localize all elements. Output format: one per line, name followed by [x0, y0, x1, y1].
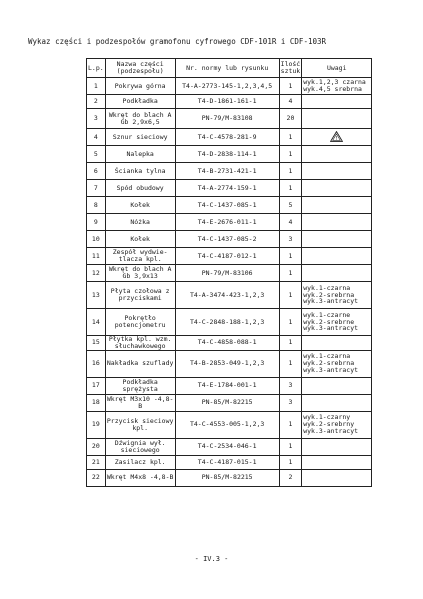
- cell-norm-text: T4-C-1437-085-2: [197, 234, 257, 243]
- table-row: [87, 163, 372, 180]
- cell-name-text: Spód obudowy: [116, 183, 164, 192]
- cell-qty: [279, 469, 302, 486]
- cell-name-text: Ścianka tylna: [114, 166, 166, 175]
- cell-notes: [302, 248, 372, 265]
- cell-lp-text: 21: [91, 457, 100, 466]
- cell-norm: [175, 309, 279, 336]
- cell-qty-text: 3: [288, 398, 293, 407]
- parts-table: [86, 58, 372, 487]
- cell-name: [105, 336, 175, 351]
- cell-norm: [175, 377, 279, 394]
- cell-lp-text: 19: [91, 420, 100, 429]
- table-row: [87, 438, 372, 455]
- cell-notes: [302, 129, 372, 146]
- cell-name-text: Przycisk sieciowy kpl.: [106, 416, 174, 432]
- header-qty: Ilość sztuk: [279, 59, 302, 78]
- cell-lp-text: 20: [91, 442, 100, 451]
- cell-lp: [87, 469, 106, 486]
- cell-qty-text: 1: [288, 166, 293, 175]
- svg-text:!: !: [335, 135, 338, 142]
- cell-lp: [87, 309, 106, 336]
- cell-norm-text: T4-E-1784-001-1: [197, 381, 257, 390]
- cell-lp-text: 15: [91, 338, 100, 347]
- table-row: [87, 231, 372, 248]
- table-header-row: [87, 59, 372, 78]
- cell-qty-text: 1: [288, 457, 293, 466]
- cell-norm-text: PN-79/M-83108: [201, 114, 253, 123]
- cell-norm: [175, 95, 279, 109]
- cell-notes: [302, 309, 372, 336]
- cell-notes: [302, 438, 372, 455]
- page-number: - IV.3 -: [194, 555, 229, 563]
- cell-name: [105, 78, 175, 95]
- cell-lp-text: 10: [91, 234, 100, 243]
- cell-notes: [302, 377, 372, 394]
- cell-lp: [87, 455, 106, 469]
- cell-norm: [175, 438, 279, 455]
- header-norm: Nr. normy lub rysunku: [175, 59, 279, 78]
- cell-name-text: Sznur sieciowy: [112, 132, 168, 141]
- cell-name-text: Płyta czołowa z przyciskami: [110, 287, 170, 302]
- cell-qty-text: 4: [288, 97, 293, 106]
- cell-qty: [279, 265, 302, 282]
- cell-norm: [175, 146, 279, 163]
- cell-qty: [279, 197, 302, 214]
- cell-qty-text: 1: [288, 290, 293, 299]
- cell-norm: [175, 248, 279, 265]
- cell-lp-text: 14: [91, 317, 100, 326]
- cell-lp: [87, 129, 106, 146]
- cell-norm: [175, 455, 279, 469]
- cell-lp-text: 16: [91, 359, 100, 368]
- cell-notes: [302, 95, 372, 109]
- cell-name: [105, 377, 175, 394]
- table-row: [87, 146, 372, 163]
- cell-qty: [279, 109, 302, 129]
- cell-notes: [302, 469, 372, 486]
- cell-lp-text: 8: [93, 200, 98, 209]
- cell-qty-text: 1: [288, 317, 293, 326]
- cell-name: [105, 455, 175, 469]
- warning-icon: [330, 131, 343, 144]
- cell-qty: [279, 394, 302, 411]
- cell-name: [105, 197, 175, 214]
- cell-lp: [87, 231, 106, 248]
- cell-name: [105, 248, 175, 265]
- cell-norm: [175, 163, 279, 180]
- cell-lp-text: 12: [91, 268, 100, 277]
- cell-qty-text: 1: [288, 132, 293, 141]
- table-row: [87, 282, 372, 309]
- cell-notes: [302, 180, 372, 197]
- cell-notes: [302, 455, 372, 469]
- cell-lp: [87, 180, 106, 197]
- cell-norm: [175, 350, 279, 377]
- cell-qty: [279, 438, 302, 455]
- cell-lp-text: 22: [91, 473, 100, 482]
- cell-name-text: Wkręt M4x8 -4,8-B: [106, 473, 174, 482]
- header-lp: L.p.: [87, 59, 106, 78]
- cell-qty-text: 1: [288, 251, 293, 260]
- cell-qty: [279, 282, 302, 309]
- table-row: [87, 214, 372, 231]
- cell-lp: [87, 248, 106, 265]
- cell-lp-text: 7: [93, 183, 98, 192]
- cell-norm-text: T4-C-4187-012-1: [197, 251, 257, 260]
- cell-name: [105, 469, 175, 486]
- cell-qty: [279, 336, 302, 351]
- cell-notes: [302, 265, 372, 282]
- cell-norm-text: T4-C-4578-281-9: [197, 132, 257, 141]
- cell-qty-text: 1: [288, 81, 293, 90]
- cell-notes: [302, 214, 372, 231]
- header-name: Nazwa części (podzespołu): [105, 59, 175, 78]
- cell-norm-text: T4-A-2774-159-1: [197, 183, 257, 192]
- cell-qty: [279, 377, 302, 394]
- cell-lp: [87, 197, 106, 214]
- table-row: [87, 197, 372, 214]
- cell-qty-text: 3: [288, 381, 293, 390]
- cell-norm: [175, 411, 279, 438]
- cell-name: [105, 129, 175, 146]
- cell-norm-text: T4-B-2731-421-1: [197, 166, 257, 175]
- cell-name: [105, 109, 175, 129]
- cell-notes: [302, 163, 372, 180]
- cell-lp: [87, 109, 106, 129]
- table-row: [87, 309, 372, 336]
- cell-qty-text: 20: [286, 114, 295, 123]
- cell-norm: [175, 78, 279, 95]
- cell-name-text: Kołek: [130, 200, 150, 209]
- cell-notes: [302, 146, 372, 163]
- cell-norm: [175, 336, 279, 351]
- cell-qty-text: 5: [288, 200, 293, 209]
- table-row: [87, 394, 372, 411]
- cell-notes: [302, 336, 372, 351]
- cell-norm-text: T4-C-4553-005-1,2,3: [189, 420, 265, 429]
- cell-notes: [302, 350, 372, 377]
- cell-qty-text: 1: [288, 268, 293, 277]
- page-title: Wykaz części i podzespołów gramofonu cyfrowego CDF-101R i CDF-103R: [28, 37, 327, 46]
- table-row: [87, 180, 372, 197]
- cell-notes-text: wyk.1-czarne wyk.2-srebrne wyk.3-antracyt: [303, 310, 359, 333]
- cell-norm-text: T4-C-4187-015-1: [197, 457, 257, 466]
- cell-norm-text: T4-C-1437-085-1: [197, 200, 257, 209]
- cell-name-text: Wkręt do blach A Gb 3,9x13: [108, 265, 172, 280]
- cell-name-text: Nakładka szuflady: [106, 359, 174, 368]
- cell-qty: [279, 411, 302, 438]
- cell-lp: [87, 394, 106, 411]
- header-notes: Uwagi: [302, 59, 372, 78]
- cell-name: [105, 231, 175, 248]
- table-row: [87, 265, 372, 282]
- cell-norm: [175, 129, 279, 146]
- cell-qty-text: 1: [288, 338, 293, 347]
- cell-notes-text: wyk.1-czarna wyk.2-srebrna wyk.3-antracyt: [303, 283, 359, 306]
- cell-lp-text: 4: [93, 132, 98, 141]
- cell-notes: [302, 411, 372, 438]
- cell-qty: [279, 350, 302, 377]
- cell-qty: [279, 129, 302, 146]
- cell-norm: [175, 265, 279, 282]
- cell-qty-text: 1: [288, 183, 293, 192]
- cell-lp-text: 1: [93, 81, 98, 90]
- cell-notes-text: wyk.1,2,3 czarna wyk.4,5 srebrna: [303, 78, 366, 93]
- cell-qty: [279, 455, 302, 469]
- cell-lp: [87, 377, 106, 394]
- cell-notes: [302, 282, 372, 309]
- cell-lp: [87, 411, 106, 438]
- cell-norm: [175, 197, 279, 214]
- cell-name-text: Nóżka: [130, 217, 150, 226]
- table-row: [87, 129, 372, 146]
- cell-notes: [302, 78, 372, 95]
- cell-qty: [279, 214, 302, 231]
- cell-name: [105, 146, 175, 163]
- cell-name: [105, 95, 175, 109]
- cell-lp-text: 17: [91, 381, 100, 390]
- cell-name-text: Płytka kpl. wzm. słuchawkowego: [108, 335, 172, 350]
- cell-norm: [175, 180, 279, 197]
- cell-name-text: Wkręt do blach A Gb 2,9x6,5: [108, 110, 172, 126]
- cell-name-text: Nalepka: [126, 149, 154, 158]
- cell-name: [105, 309, 175, 336]
- cell-notes-text: wyk.1-czarna wyk.2-srebrna wyk.3-antracyt: [303, 352, 359, 375]
- cell-notes: [302, 109, 372, 129]
- cell-name-text: Dźwignia wył. sieciowego: [114, 438, 166, 454]
- table-row: [87, 78, 372, 95]
- cell-name: [105, 411, 175, 438]
- cell-lp-text: 9: [93, 217, 98, 226]
- cell-qty-text: 2: [288, 473, 293, 482]
- table-row: [87, 350, 372, 377]
- cell-norm-text: T4-A-3474-423-1,2,3: [189, 290, 265, 299]
- cell-qty-text: 3: [288, 234, 293, 243]
- cell-norm: [175, 394, 279, 411]
- cell-qty: [279, 146, 302, 163]
- cell-qty: [279, 180, 302, 197]
- cell-lp: [87, 336, 106, 351]
- cell-lp: [87, 350, 106, 377]
- table-row: [87, 411, 372, 438]
- cell-qty-text: 4: [288, 217, 293, 226]
- cell-lp: [87, 214, 106, 231]
- cell-lp: [87, 438, 106, 455]
- cell-qty-text: 1: [288, 149, 293, 158]
- cell-qty-text: 1: [288, 442, 293, 451]
- cell-qty: [279, 248, 302, 265]
- cell-name: [105, 350, 175, 377]
- table-row: [87, 455, 372, 469]
- cell-lp-text: 2: [93, 97, 98, 106]
- cell-name-text: Podkładka sprężysta: [122, 377, 158, 393]
- cell-name: [105, 394, 175, 411]
- table-row: [87, 248, 372, 265]
- cell-lp: [87, 95, 106, 109]
- cell-norm: [175, 469, 279, 486]
- table-row: [87, 336, 372, 351]
- cell-lp-text: 5: [93, 149, 98, 158]
- cell-lp: [87, 146, 106, 163]
- cell-qty-text: 1: [288, 359, 293, 368]
- cell-qty: [279, 163, 302, 180]
- cell-name: [105, 438, 175, 455]
- cell-notes: [302, 394, 372, 411]
- cell-lp-text: 18: [91, 398, 100, 407]
- cell-name-text: Kołek: [130, 234, 150, 243]
- table-row: [87, 377, 372, 394]
- cell-lp-text: 13: [91, 290, 100, 299]
- cell-lp: [87, 163, 106, 180]
- cell-name: [105, 282, 175, 309]
- cell-qty: [279, 95, 302, 109]
- cell-name: [105, 265, 175, 282]
- cell-notes: [302, 231, 372, 248]
- cell-qty: [279, 231, 302, 248]
- cell-norm: [175, 109, 279, 129]
- cell-norm-text: T4-B-2853-049-1,2,3: [189, 359, 265, 368]
- cell-name-text: Zasilacz kpl.: [114, 457, 166, 466]
- cell-norm-text: PN-79/M-83106: [201, 268, 253, 277]
- table-row: [87, 109, 372, 129]
- cell-norm: [175, 282, 279, 309]
- cell-name: [105, 163, 175, 180]
- cell-name: [105, 180, 175, 197]
- cell-norm: [175, 214, 279, 231]
- table-body: [87, 78, 372, 487]
- cell-norm-text: T4-A-2773-145-1,2,3,4,5: [182, 81, 273, 90]
- cell-lp: [87, 78, 106, 95]
- cell-lp-text: 3: [93, 114, 98, 123]
- cell-norm-text: T4-D-2838-114-1: [197, 149, 257, 158]
- cell-lp: [87, 282, 106, 309]
- cell-norm-text: T4-C-2534-046-1: [197, 442, 257, 451]
- cell-norm: [175, 231, 279, 248]
- cell-qty-text: 1: [288, 420, 293, 429]
- cell-lp: [87, 265, 106, 282]
- cell-norm-text: T4-D-1861-161-1: [197, 97, 257, 106]
- cell-norm-text: T4-C-4858-088-1: [197, 338, 257, 347]
- cell-notes: [302, 197, 372, 214]
- cell-norm-text: T4-E-2676-011-1: [197, 217, 257, 226]
- cell-norm-text: T4-C-2848-188-1,2,3: [189, 317, 265, 326]
- cell-norm-text: PN-85/M-82215: [201, 473, 253, 482]
- cell-name-text: Zespół wydwie-tlacza kpl.: [112, 248, 168, 263]
- cell-notes-text: wyk.1-czarny wyk.2-srebrny wyk.3-antracyt: [303, 413, 359, 436]
- cell-qty: [279, 309, 302, 336]
- cell-qty: [279, 78, 302, 95]
- cell-lp-text: 11: [91, 251, 100, 260]
- cell-name: [105, 214, 175, 231]
- cell-name-text: Pokrętło potencjometru: [114, 314, 166, 329]
- table-row: [87, 469, 372, 486]
- cell-lp-text: 6: [93, 166, 98, 175]
- cell-norm-text: PN-85/M-82215: [201, 398, 253, 407]
- cell-name-text: Wkręt M3x10 -4,8-B: [106, 394, 174, 410]
- table-row: [87, 95, 372, 109]
- cell-name-text: Podkładka: [122, 97, 158, 106]
- cell-name-text: Pokrywa górna: [114, 81, 166, 90]
